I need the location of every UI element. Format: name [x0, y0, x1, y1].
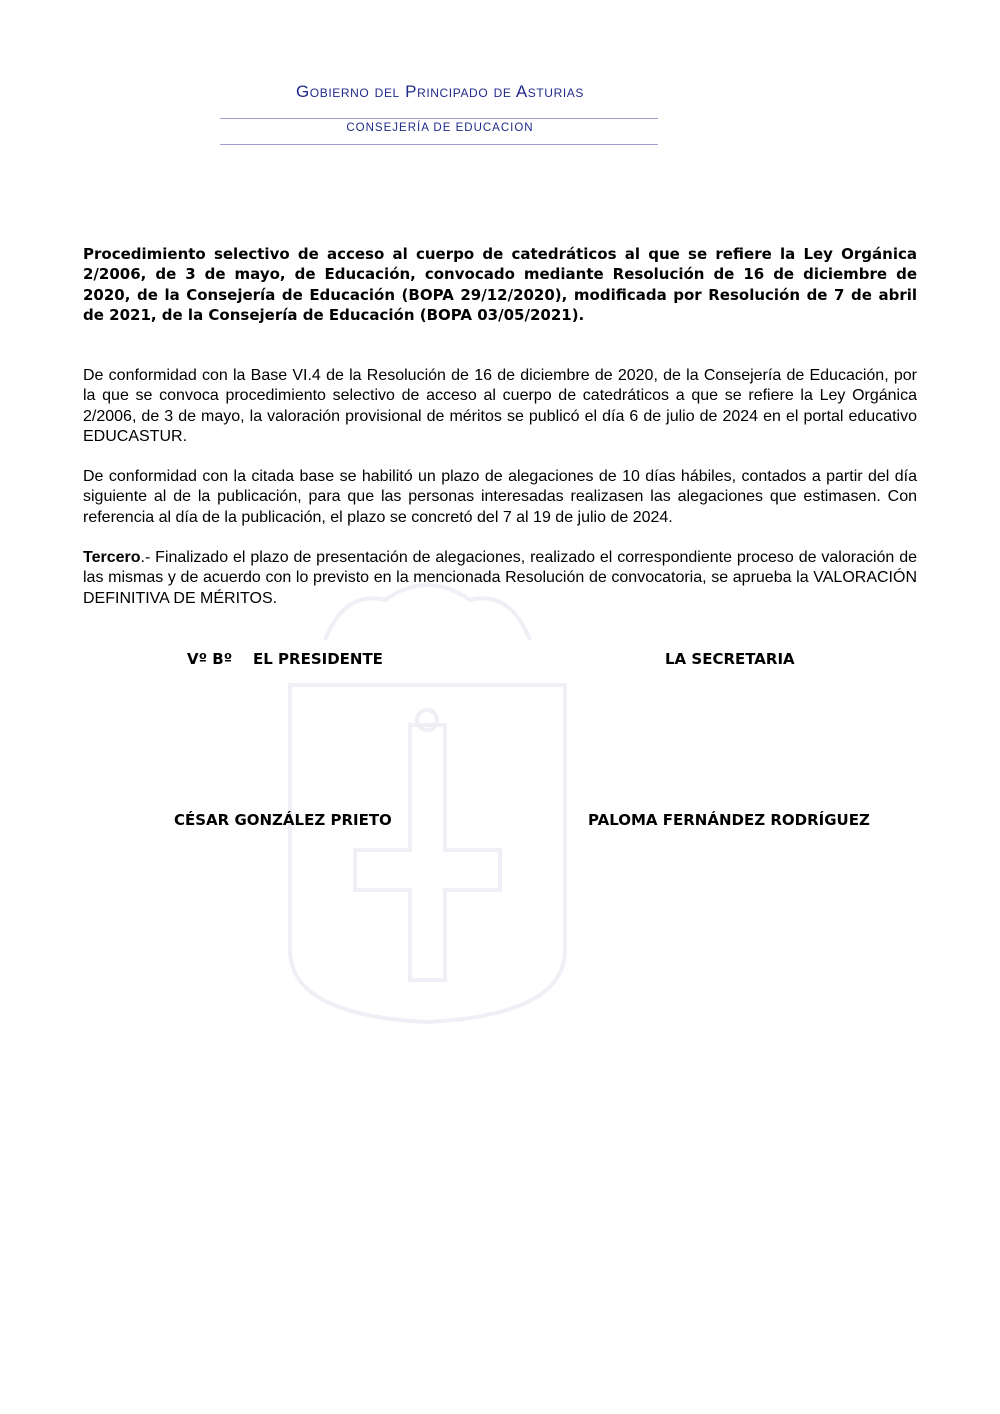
document-title: Procedimiento selectivo de acceso al cuerpo de catedráticos al que se refiere la Ley Orgánica 2/2006, de 3 de mayo, de Educación, convocado mediante Resolución de 16 de diciembre de 2020, de la Consejería de Educación (BOPA 29/12/2020), modificada por Resolución de 7 de abril de 2021, de la Consejería de Educación (BOPA 03/05/2021). — [83, 245, 917, 324]
secretary-name: PALOMA FERNÁNDEZ RODRÍGUEZ — [588, 811, 870, 829]
asturias-coat-of-arms-watermark — [285, 560, 570, 1025]
government-heading: Gobierno del Principado de Asturias — [295, 82, 584, 101]
president-name: CÉSAR GONZÁLEZ PRIETO — [174, 811, 392, 829]
vobo-label: Vº Bº — [187, 650, 233, 668]
paragraph-base: De conformidad con la Base VI.4 de la Resolución de 16 de diciembre de 2020, de la Consejería de Educación, por la que se convoca procedimiento selectivo de acceso al cuerpo de catedráticos a que se refiere la Ley Orgánica 2/2006, de 3 de mayo, la valoración provisional de méritos se publicó el día 6 de julio de 2024 en el portal educativo EDUCASTUR. — [83, 367, 917, 445]
department-heading: CONSEJERÍA DE EDUCACION — [346, 122, 534, 134]
tercero-label: Tercero — [83, 549, 141, 566]
header-divider — [220, 144, 658, 145]
paragraph-tercero — [83, 548, 917, 609]
paragraph-alegaciones: De conformidad con la citada base se habilitó un plazo de alegaciones de 10 días hábiles, contados a partir del día siguiente al de la publicación, para que las personas interesadas realizasen las alegaciones que estimasen. Con referencia al día de la publicación, el plazo se concretó del 7 al 19 de julio de 2024. — [83, 468, 917, 526]
header-divider — [220, 118, 658, 119]
tercero-text: .- Finalizado el plazo de presentación de alegaciones, realizado el correspondiente proceso de valoración de las mismas y de acuerdo con lo previsto en la mencionada Resolución de convocatoria, se aprueba la VALORACIÓN DEFINITIVA DE MÉRITOS. — [83, 549, 917, 607]
president-role: EL PRESIDENTE — [253, 650, 383, 668]
secretary-role: LA SECRETARIA — [665, 650, 795, 668]
